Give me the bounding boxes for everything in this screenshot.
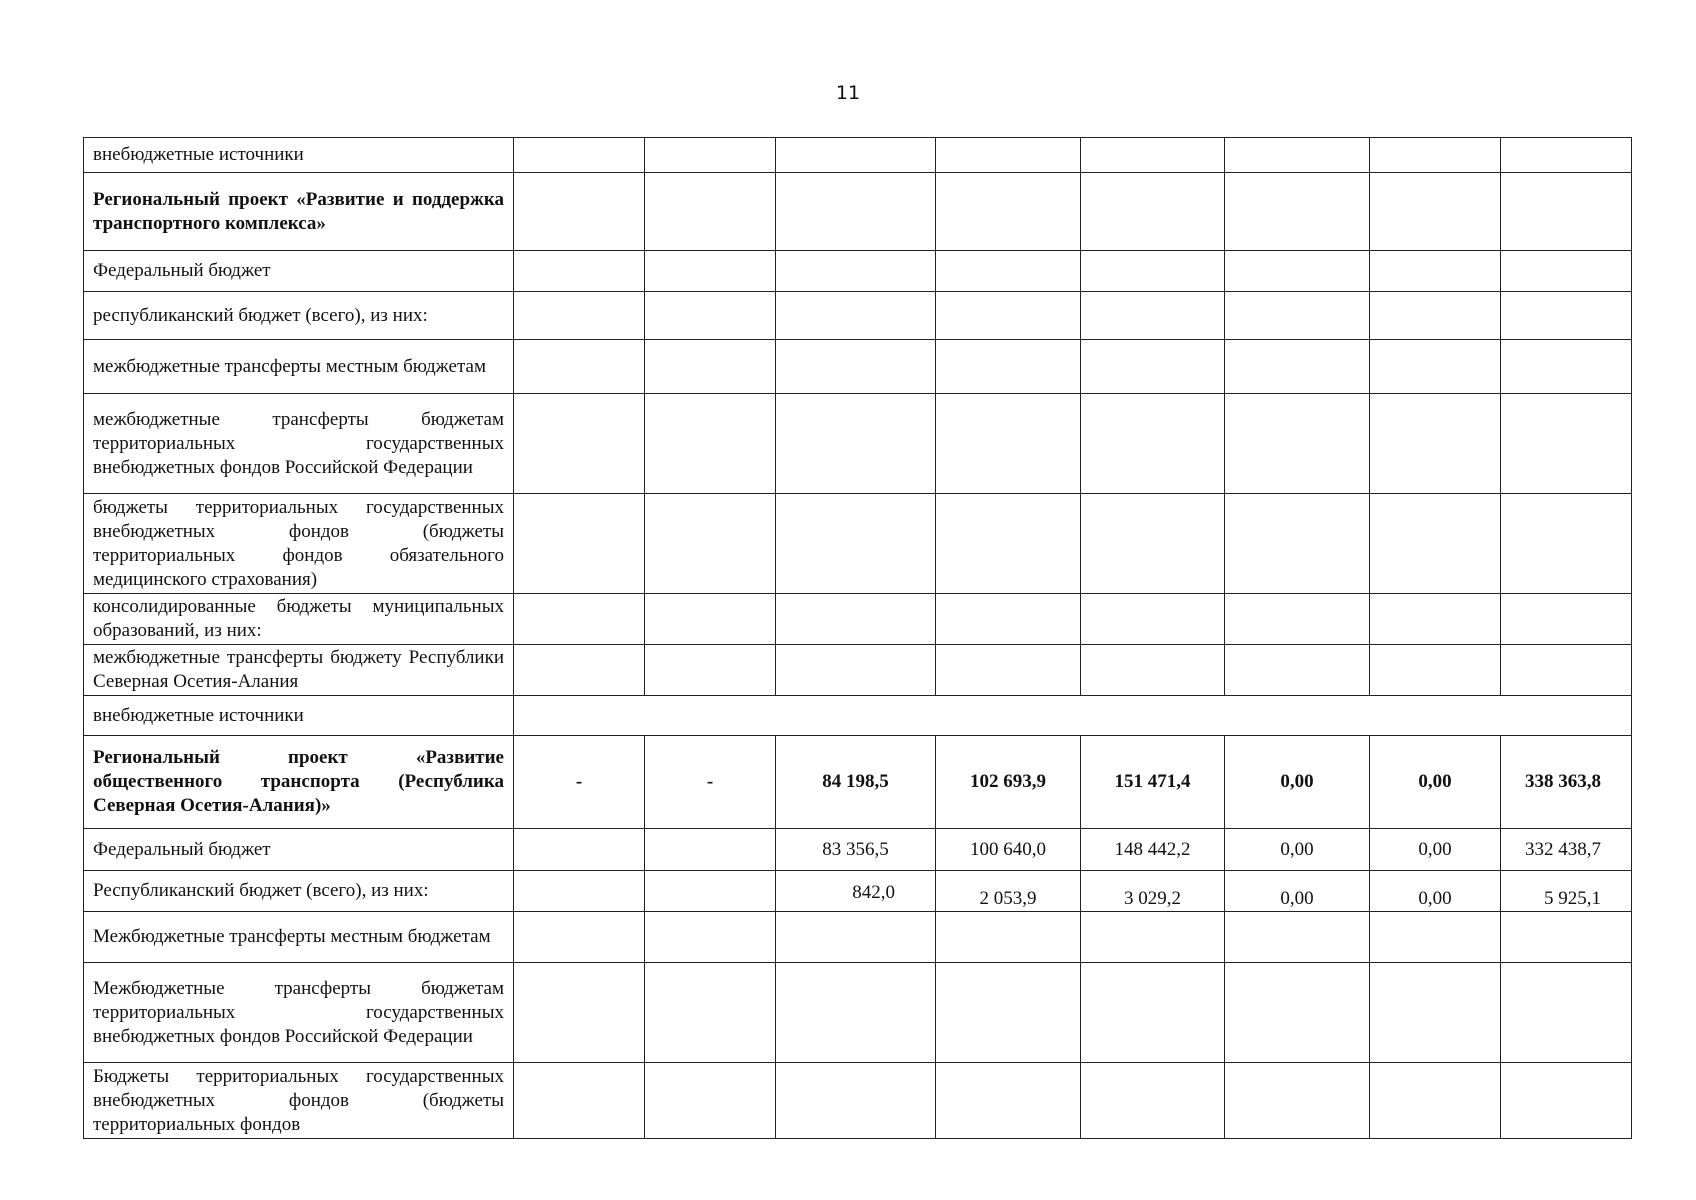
cell-col-4: 100 640,0 [936, 829, 1081, 871]
cell-col-7 [1370, 138, 1501, 173]
row-label: внебюджетные источники [84, 138, 514, 173]
cell-col-6: 0,00 [1225, 871, 1370, 912]
cell-col-2 [645, 645, 776, 696]
cell-col-6 [1225, 594, 1370, 645]
cell-col-6: 0,00 [1225, 829, 1370, 871]
page-number: 11 [835, 82, 861, 104]
cell-col-1 [514, 645, 645, 696]
cell-col-6 [1225, 394, 1370, 494]
cell-col-6 [1225, 251, 1370, 292]
row-label: Региональный проект «Развитие общественного транспорта (Республика Северная Осетия-Алания)» [84, 736, 514, 829]
cell-col-5 [1081, 645, 1225, 696]
cell-col-1 [514, 494, 645, 594]
cell-col-3 [776, 340, 936, 394]
cell-col-1 [514, 292, 645, 340]
cell-col-2 [645, 912, 776, 963]
row-label: Региональный проект «Развитие и поддержка транспортного комплекса» [84, 173, 514, 251]
cell-col-2 [645, 494, 776, 594]
cell-col-4 [936, 173, 1081, 251]
cell-col-7 [1370, 594, 1501, 645]
cell-col-3 [776, 292, 936, 340]
cell-col-3 [776, 494, 936, 594]
cell-col-3: 842,0 [776, 871, 936, 912]
cell-col-1 [514, 871, 645, 912]
table-row [84, 1063, 1632, 1139]
cell-total: 5 925,1 [1501, 871, 1632, 912]
cell-col-3 [776, 394, 936, 494]
cell-col-1 [514, 394, 645, 494]
cell-col-5 [1081, 912, 1225, 963]
cell-col-2 [645, 394, 776, 494]
cell-col-1 [514, 912, 645, 963]
cell-col-4 [936, 1063, 1081, 1139]
cell-total [1501, 340, 1632, 394]
cell-col-2 [645, 1063, 776, 1139]
cell-col-2: - [645, 736, 776, 829]
cell-col-3 [776, 251, 936, 292]
cell-total [1501, 963, 1632, 1063]
cell-col-4: 2 053,9 [936, 871, 1081, 912]
cell-col-4 [936, 594, 1081, 645]
cell-col-2 [645, 871, 776, 912]
cell-col-6 [1225, 963, 1370, 1063]
table-row [84, 871, 1632, 912]
cell-col-2 [645, 963, 776, 1063]
row-label: консолидированные бюджеты муниципальных образований, из них: [84, 594, 514, 645]
table-row [84, 173, 1632, 251]
cell-col-5 [1081, 1063, 1225, 1139]
cell-col-1 [514, 340, 645, 394]
cell-total: 338 363,8 [1501, 736, 1632, 829]
cell-col-3 [776, 594, 936, 645]
budget-table-body [84, 138, 1632, 1139]
row-label: Бюджеты территориальных государственных внебюджетных фондов (бюджеты территориальных фондов [84, 1063, 514, 1139]
cell-col-5 [1081, 594, 1225, 645]
cell-total [1501, 912, 1632, 963]
cell-col-5 [1081, 173, 1225, 251]
row-label: межбюджетные трансферты бюджету Республики Северная Осетия-Алания [84, 645, 514, 696]
cell-col-7 [1370, 251, 1501, 292]
cell-col-7 [1370, 173, 1501, 251]
cell-total [1501, 292, 1632, 340]
table-row [84, 736, 1632, 829]
cell-col-7 [1370, 645, 1501, 696]
cell-total [1501, 251, 1632, 292]
cell-total [1501, 645, 1632, 696]
cell-col-2 [645, 829, 776, 871]
cell-col-3 [776, 912, 936, 963]
cell-col-1: - [514, 736, 645, 829]
table-row [84, 696, 1632, 736]
cell-total [1501, 173, 1632, 251]
cell-col-3: 83 356,5 [776, 829, 936, 871]
cell-total: 332 438,7 [1501, 829, 1632, 871]
cell-col-4 [936, 340, 1081, 394]
cell-col-4 [936, 912, 1081, 963]
row-label: Межбюджетные трансферты местным бюджетам [84, 912, 514, 963]
cell-col-5 [1081, 138, 1225, 173]
cell-col-6 [1225, 340, 1370, 394]
cell-col-4: 102 693,9 [936, 736, 1081, 829]
cell-col-6 [1225, 138, 1370, 173]
cell-col-3: 84 198,5 [776, 736, 936, 829]
cell-col-7 [1370, 1063, 1501, 1139]
cell-col-5 [1081, 251, 1225, 292]
row-label: Федеральный бюджет [84, 251, 514, 292]
cell-col-2 [645, 340, 776, 394]
cell-col-1 [514, 251, 645, 292]
cell-col-4 [936, 251, 1081, 292]
cell-col-7: 0,00 [1370, 871, 1501, 912]
table-row [84, 340, 1632, 394]
table-row [84, 594, 1632, 645]
cell-col-6 [1225, 292, 1370, 340]
cell-col-2 [645, 594, 776, 645]
cell-col-1 [514, 963, 645, 1063]
cell-col-1 [514, 829, 645, 871]
cell-col-3 [776, 645, 936, 696]
cell-col-5 [1081, 340, 1225, 394]
table-row [84, 251, 1632, 292]
cell-col-7 [1370, 494, 1501, 594]
row-label: Республиканский бюджет (всего), из них: [84, 871, 514, 912]
merged-cell [514, 696, 1632, 736]
cell-col-7: 0,00 [1370, 829, 1501, 871]
cell-col-6 [1225, 645, 1370, 696]
row-label: Межбюджетные трансферты бюджетам территориальных государственных внебюджетных фондов Российской Федерации [84, 963, 514, 1063]
table-row [84, 645, 1632, 696]
row-label: Федеральный бюджет [84, 829, 514, 871]
cell-col-3 [776, 963, 936, 1063]
table-row [84, 912, 1632, 963]
cell-col-5 [1081, 292, 1225, 340]
cell-col-4 [936, 292, 1081, 340]
cell-col-6 [1225, 173, 1370, 251]
cell-col-2 [645, 292, 776, 340]
table-row [84, 963, 1632, 1063]
cell-col-2 [645, 173, 776, 251]
cell-col-3 [776, 1063, 936, 1139]
row-label: межбюджетные трансферты бюджетам территориальных государственных внебюджетных фондов Российской Федерации [84, 394, 514, 494]
table-row [84, 829, 1632, 871]
cell-col-4 [936, 645, 1081, 696]
cell-col-1 [514, 138, 645, 173]
cell-col-6 [1225, 912, 1370, 963]
table-row [84, 494, 1632, 594]
row-label: бюджеты территориальных государственных внебюджетных фондов (бюджеты территориальных фондов обязательного медицинского страхования) [84, 494, 514, 594]
cell-total [1501, 1063, 1632, 1139]
cell-col-5 [1081, 963, 1225, 1063]
cell-col-3 [776, 173, 936, 251]
row-label: республиканский бюджет (всего), из них: [84, 292, 514, 340]
cell-col-7 [1370, 292, 1501, 340]
cell-col-6: 0,00 [1225, 736, 1370, 829]
row-label: внебюджетные источники [84, 696, 514, 736]
cell-col-4 [936, 494, 1081, 594]
cell-col-4 [936, 963, 1081, 1063]
cell-col-7 [1370, 394, 1501, 494]
cell-col-5: 3 029,2 [1081, 871, 1225, 912]
cell-col-7 [1370, 912, 1501, 963]
cell-col-2 [645, 251, 776, 292]
cell-total [1501, 494, 1632, 594]
table-row [84, 292, 1632, 340]
cell-col-6 [1225, 494, 1370, 594]
cell-col-2 [645, 138, 776, 173]
cell-total [1501, 138, 1632, 173]
cell-col-1 [514, 173, 645, 251]
cell-col-7 [1370, 340, 1501, 394]
cell-col-7: 0,00 [1370, 736, 1501, 829]
cell-col-6 [1225, 1063, 1370, 1139]
cell-col-1 [514, 594, 645, 645]
cell-col-4 [936, 138, 1081, 173]
table-row [84, 138, 1632, 173]
cell-col-5 [1081, 394, 1225, 494]
cell-col-4 [936, 394, 1081, 494]
row-label: межбюджетные трансферты местным бюджетам [84, 340, 514, 394]
cell-total [1501, 394, 1632, 494]
table-row [84, 394, 1632, 494]
cell-col-5: 151 471,4 [1081, 736, 1225, 829]
cell-col-5: 148 442,2 [1081, 829, 1225, 871]
cell-col-7 [1370, 963, 1501, 1063]
cell-col-3 [776, 138, 936, 173]
budget-table [83, 137, 1632, 1139]
cell-col-1 [514, 1063, 645, 1139]
cell-col-5 [1081, 494, 1225, 594]
cell-total [1501, 594, 1632, 645]
